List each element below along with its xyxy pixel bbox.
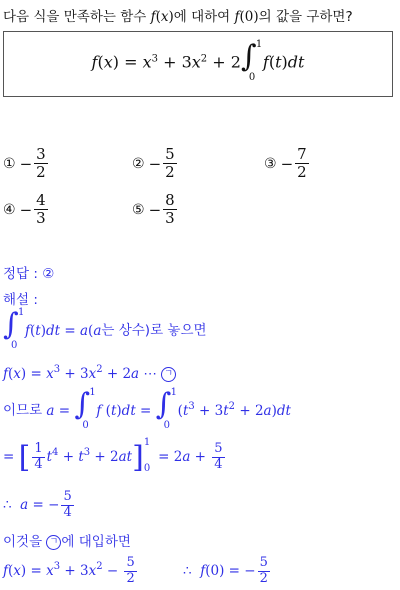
solution-step-3: 이므로 a = ∫ 1 0 f (t)dt = ∫ 1 0 $(t^3 + 3t^2 + 2a)dt$: [3, 387, 291, 431]
solution-step-4: = [ $\frac{1}{4}$ $t^4 + t^3 + 2at$] 1 0 = 2a + $\frac{5}{4}$: [3, 436, 223, 475]
solution-step-6: 이것을 ㄱ 에 대입하면: [3, 534, 131, 550]
question-part-3: 의 값을 구하면?: [258, 9, 353, 25]
explanation-label: 해설 :: [3, 292, 38, 308]
given-equation-box: [3, 31, 393, 97]
marker-g-2: ㄱ: [46, 535, 61, 550]
question-fx: f: [150, 9, 156, 25]
solution-step-7: $f(x) = x^3 + 3x^2$ − $\frac{5}{2}$ ∴ f(0) = − $\frac{5}{2}$: [3, 555, 268, 586]
solution-step-1: ∫ 1 0 f(t)dt = a(a는 상수)로 놓으면: [3, 307, 207, 351]
answer-value: ②: [42, 266, 55, 282]
option-3[interactable]: ③ − $\frac{7}{2}$: [264, 145, 307, 182]
answer-line: [3, 262, 54, 282]
option-1[interactable]: ① − $\frac{3}{2}$: [3, 145, 46, 182]
given-equation: $f(x) = x^3 + 3x^2 + 2$ ∫ 1 0 f(t)dt: [91, 39, 305, 83]
question-part-2: 에 대하여: [173, 9, 235, 25]
question-text: 다음 식을 만족하는 함수 f(x)에 대하여 f(0)의 값을 구하면?: [3, 9, 353, 25]
marker-g-1: ㄱ: [161, 367, 176, 382]
solution-step-5: ∴ a = − $\frac{5}{4}$: [3, 489, 72, 520]
solution-step-2: $f(x) = x^3 + 3x^2 + 2a$ ⋯ ㄱ: [3, 364, 176, 382]
option-4[interactable]: ④ − $\frac{4}{3}$: [3, 191, 46, 228]
option-5[interactable]: ⑤ − $\frac{8}{3}$: [132, 191, 175, 228]
answer-label: 정답 :: [3, 266, 38, 282]
question-part-1: 다음 식을 만족하는 함수: [3, 9, 151, 25]
option-2[interactable]: ② − $\frac{5}{2}$: [132, 145, 175, 182]
